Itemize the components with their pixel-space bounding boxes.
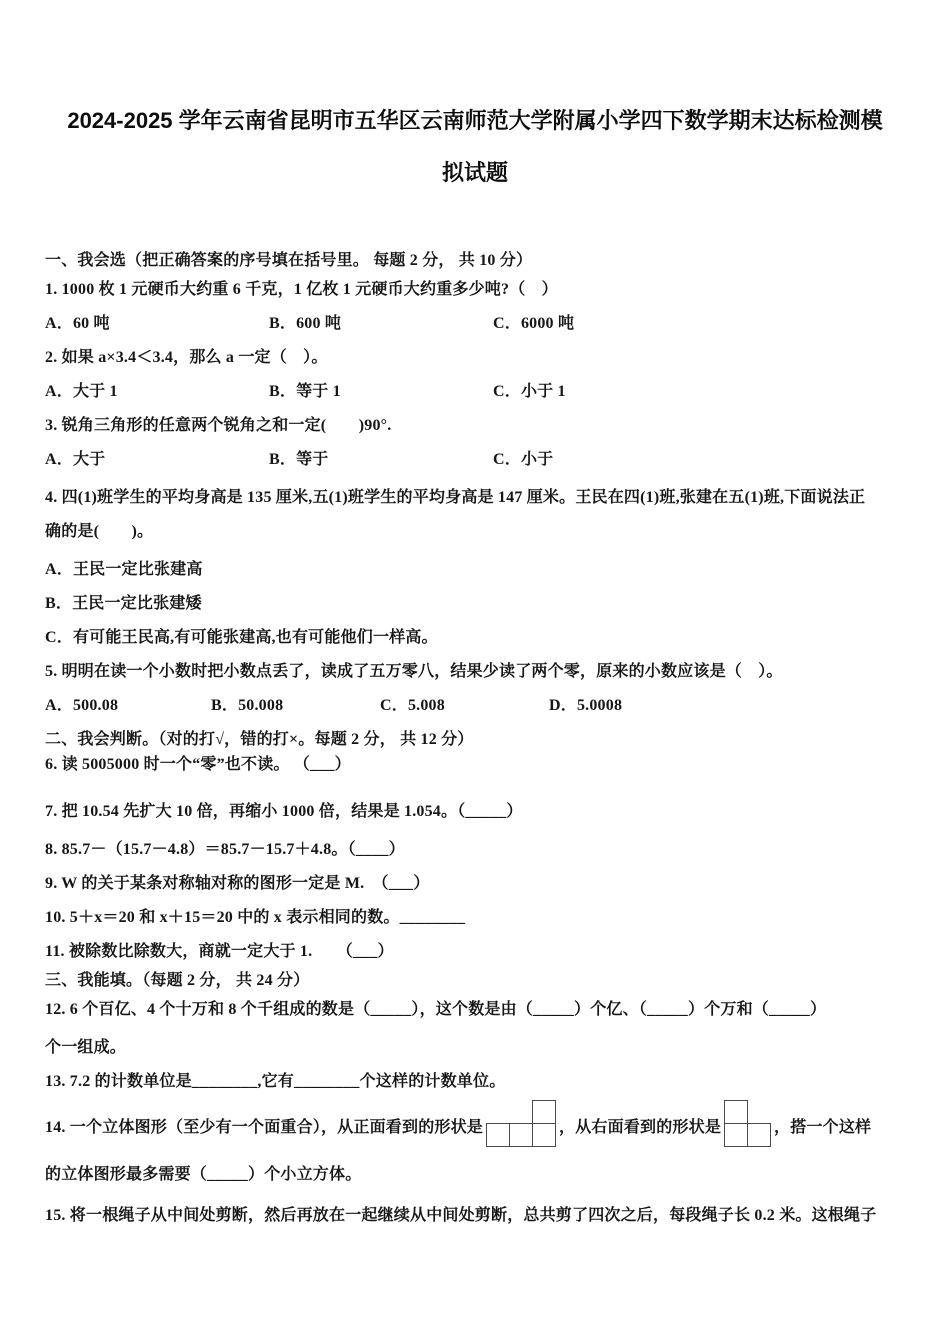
section-judge-header: 二、我会判断。（对的打√，错的打×。每题 2 分， 共 12 分）	[45, 731, 474, 748]
question-3-options	[45, 449, 905, 470]
question-2-stem: 2. 如果 a×3.4＜3.4，那么 a 一定（ ）。	[45, 349, 328, 366]
option-d: D．5.0008	[549, 697, 623, 714]
option-b: B．等于	[269, 451, 329, 468]
question-14-line-2: 的立体图形最多需要（_____）个小立方体。	[45, 1166, 362, 1183]
question-15: 15. 将一根绳子从中间处剪断，然后再放在一起继续从中间处剪断，总共剪了四次之后，每段绳子长 0.2 米。这根绳子	[45, 1207, 877, 1224]
option-c: C．小于	[493, 451, 554, 468]
option-b: B．等于 1	[269, 383, 341, 400]
question-13: 13. 7.2 的计数单位是________,它有________个这样的计数单位。	[45, 1073, 506, 1090]
question-14-text-part-1: 14. 一个立体图形（至少有一个面重合），从正面看到的形状是	[45, 1119, 484, 1136]
question-12-line-1: 12. 6 个百亿、4 个十万和 8 个千组成的数是（_____），这个数是由（_____）个亿、（_____）个万和（_____）	[45, 1001, 827, 1018]
question-5-stem: 5. 明明在读一个小数时把小数点丢了，读成了五万零八，结果少读了两个零，原来的小数应该是（ ）。	[45, 663, 783, 680]
question-14-text-part-3: ，搭一个这样	[774, 1119, 872, 1136]
question-4-stem-line-1: 4. 四(1)班学生的平均身高是 135 厘米,五(1)班学生的平均身高是 147 厘米。王民在四(1)班,张建在五(1)班,下面说法正	[45, 489, 866, 506]
option-a: A．60 吨	[45, 315, 110, 332]
option-a: A．500.08	[45, 697, 119, 714]
question-4-option-b: B．王民一定比张建矮	[45, 595, 202, 612]
title-line-2: 拟试题	[441, 160, 508, 185]
question-9: 9. W 的关于某条对称轴对称的图形一定是 M. （___）	[45, 875, 430, 892]
section-fill-header: 三、我能填。（每题 2 分， 共 24 分）	[45, 972, 310, 989]
question-8: 8. 85.7－（15.7－4.8）＝85.7－15.7＋4.8。（____）	[45, 841, 405, 858]
question-14-line-1	[45, 1100, 905, 1151]
option-c: C．6000 吨	[493, 315, 575, 332]
question-10: 10. 5＋x＝20 和 x＋15＝20 中的 x 表示相同的数。________	[45, 909, 466, 926]
question-12-line-2: 个一组成。	[45, 1039, 127, 1056]
option-c: C．小于 1	[493, 383, 566, 400]
option-b: B．50.008	[211, 697, 284, 714]
option-b: B．600 吨	[269, 315, 342, 332]
question-1-stem: 1. 1000 枚 1 元硬币大约重 6 千克，1 亿枚 1 元硬币大约重多少吨?（ ）	[45, 281, 558, 298]
option-c: C．5.008	[380, 697, 445, 714]
question-3-stem: 3. 锐角三角形的任意两个锐角之和一定( )90°.	[45, 417, 392, 434]
question-11: 11. 被除数比除数大，商就一定大于 1. （___）	[45, 943, 394, 960]
section-choice-header: 一、我会选（把正确答案的序号填在括号里。 每题 2 分， 共 10 分）	[45, 252, 533, 269]
question-7: 7. 把 10.54 先扩大 10 倍，再缩小 1000 倍，结果是 1.054。（_____）	[45, 803, 523, 820]
question-4-option-c: C．有可能王民高,有可能张建高,也有可能他们一样高。	[45, 629, 438, 646]
title-line-1: 2024-2025 学年云南省昆明市五华区云南师范大学附属小学四下数学期末达标检测模	[67, 108, 883, 133]
question-4-option-a: A．王民一定比张建高	[45, 561, 203, 578]
question-1-options	[45, 313, 905, 334]
page-title	[45, 106, 905, 188]
question-2-options	[45, 381, 905, 402]
option-a: A．大于	[45, 451, 106, 468]
question-4-stem-line-2: 确的是( )。	[45, 523, 154, 540]
question-6: 6. 读 5005000 时一个“零”也不读。 （___）	[45, 756, 351, 773]
question-14-text-part-2: ，从右面看到的形状是	[559, 1119, 722, 1136]
right-view-shape	[724, 1100, 771, 1147]
option-a: A．大于 1	[45, 383, 118, 400]
question-5-options	[45, 695, 905, 716]
front-view-shape	[486, 1100, 556, 1147]
